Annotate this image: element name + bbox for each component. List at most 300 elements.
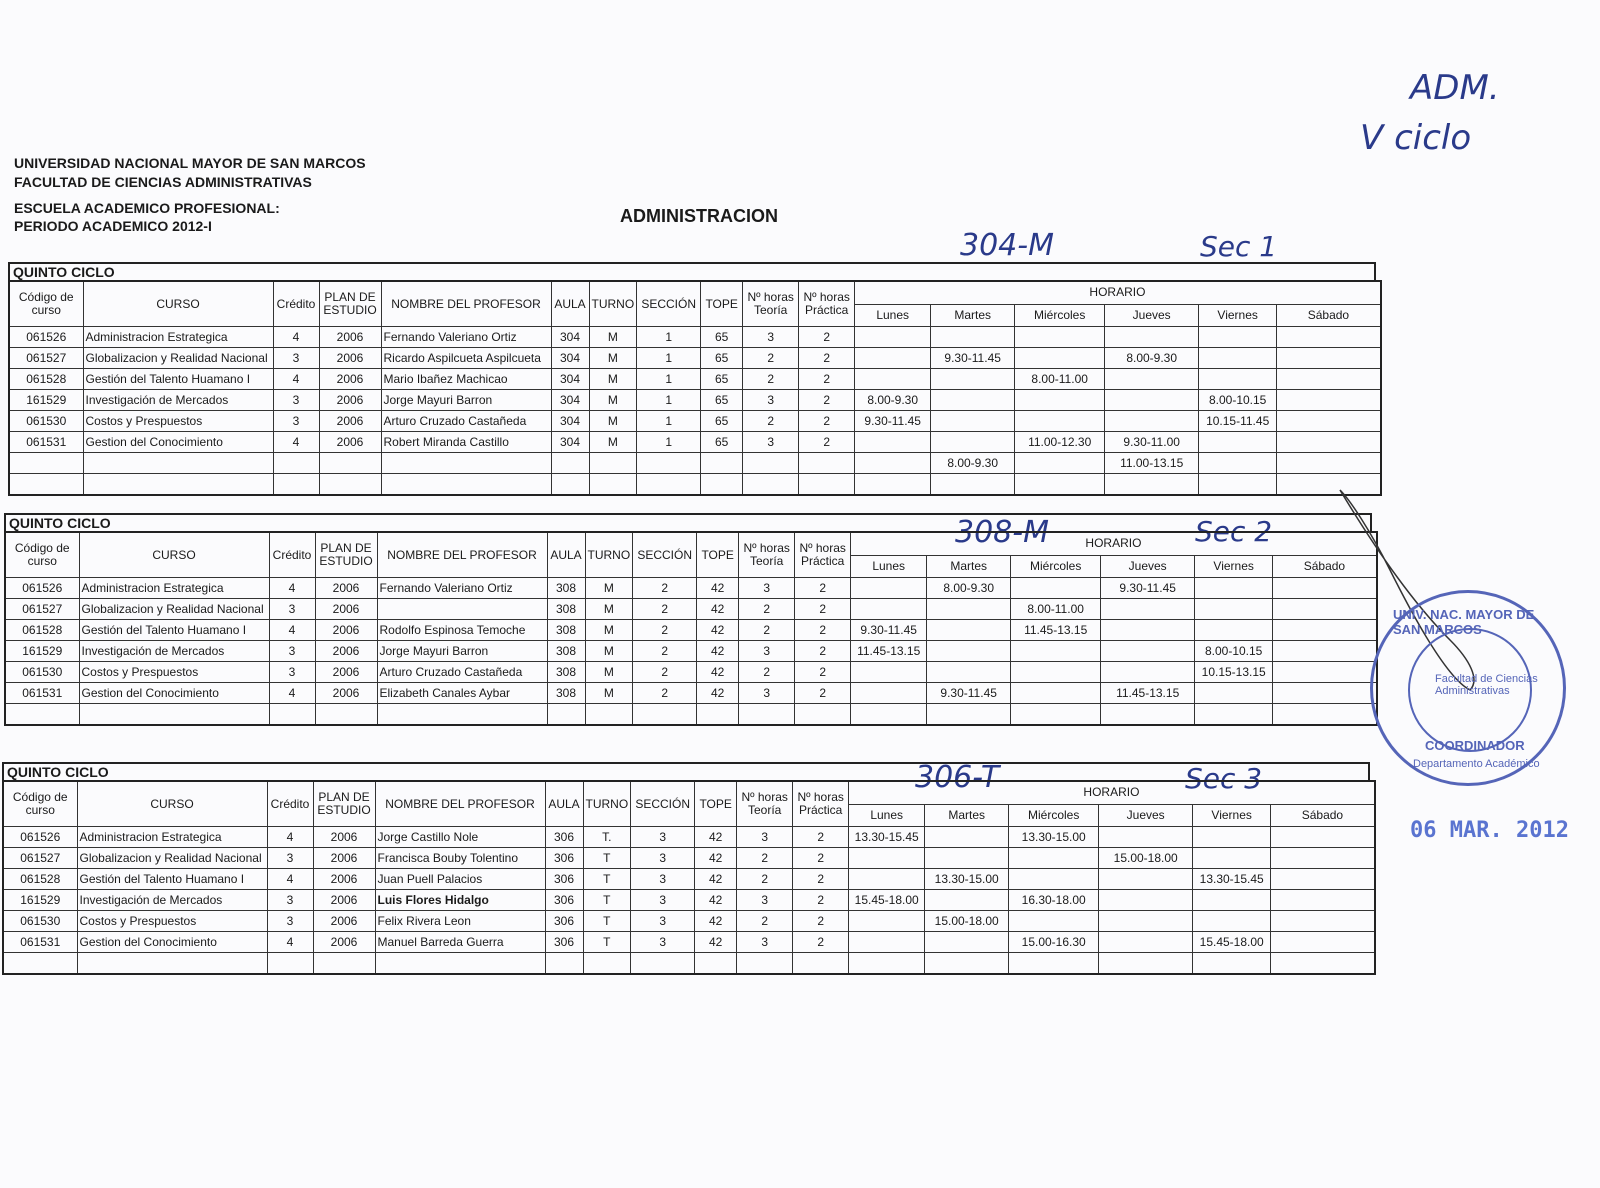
cell-course: Investigación de Mercados	[77, 890, 267, 911]
cell-practice-hours: 2	[799, 411, 855, 432]
cell-room: 304	[551, 369, 589, 390]
cell-theory-hours: 2	[739, 662, 795, 683]
column-header-section: SECCIÓN	[633, 532, 697, 578]
table-row	[3, 890, 1375, 911]
stamp-role: COORDINADOR	[1425, 738, 1525, 753]
cell-practice-hours: 2	[799, 327, 855, 348]
cell-theory-hours: 2	[743, 369, 799, 390]
cell-tuesday	[927, 662, 1011, 683]
cell-thursday	[1105, 474, 1199, 496]
column-header-shift: TURNO	[585, 532, 633, 578]
cell-theory-hours: 2	[737, 848, 793, 869]
cell-section: 1	[637, 432, 701, 453]
cell-section: 2	[633, 620, 697, 641]
faculty-name: FACULTAD DE CIENCIAS ADMINISTRATIVAS	[14, 174, 312, 190]
cell-credit: 4	[269, 578, 315, 599]
day-header-tuesday: Martes	[931, 304, 1015, 326]
cell-tuesday	[931, 390, 1015, 411]
cell-shift: M	[585, 662, 633, 683]
cell-friday	[1199, 432, 1277, 453]
cell-capacity: 65	[701, 369, 743, 390]
cell-thursday	[1099, 827, 1193, 848]
cell-shift	[583, 953, 631, 975]
cell-code: 061526	[5, 578, 79, 599]
cell-practice-hours: 2	[795, 662, 851, 683]
cell-professor: Jorge Mayuri Barron	[377, 641, 547, 662]
cell-friday	[1195, 620, 1273, 641]
cell-credit: 3	[267, 848, 313, 869]
column-header-plan: PLAN DE ESTUDIO	[319, 281, 381, 327]
cell-saturday	[1271, 890, 1375, 911]
cell-practice-hours: 2	[793, 869, 849, 890]
cell-monday	[849, 953, 925, 975]
cell-thursday	[1101, 620, 1195, 641]
cell-capacity: 42	[695, 890, 737, 911]
column-header-theory-hours: Nº horas Teoría	[739, 532, 795, 578]
day-header-thursday: Jueves	[1105, 304, 1199, 326]
cell-saturday	[1273, 704, 1377, 726]
cell-capacity: 65	[701, 390, 743, 411]
cell-thursday	[1105, 411, 1199, 432]
cell-monday	[849, 869, 925, 890]
cell-section: 2	[633, 683, 697, 704]
cell-section: 2	[633, 599, 697, 620]
cell-plan: 2006	[313, 932, 375, 953]
cell-friday	[1195, 704, 1273, 726]
table-row	[5, 683, 1377, 704]
column-header-course: CURSO	[83, 281, 273, 327]
cell-professor: Felix Rivera Leon	[375, 911, 545, 932]
cell-tuesday	[931, 327, 1015, 348]
cell-friday	[1193, 848, 1271, 869]
day-header-thursday: Jueves	[1101, 555, 1195, 577]
cell-thursday	[1101, 599, 1195, 620]
cell-code: 061531	[3, 932, 77, 953]
cell-saturday	[1277, 411, 1381, 432]
cell-practice-hours: 2	[793, 848, 849, 869]
cell-plan	[315, 704, 377, 726]
cell-plan: 2006	[315, 578, 377, 599]
cell-thursday	[1105, 369, 1199, 390]
column-header-capacity: TOPE	[697, 532, 739, 578]
cell-shift: M	[589, 411, 637, 432]
cell-shift: M	[589, 348, 637, 369]
cell-saturday	[1277, 348, 1381, 369]
cell-monday: 11.45-13.15	[851, 641, 927, 662]
cell-room: 306	[545, 827, 583, 848]
cell-shift: M	[585, 599, 633, 620]
cell-tuesday: 13.30-15.00	[925, 869, 1009, 890]
cell-saturday	[1271, 911, 1375, 932]
cell-room: 306	[545, 890, 583, 911]
cell-wednesday	[1009, 953, 1099, 975]
column-header-practice-hours: Nº horas Práctica	[793, 781, 849, 827]
cell-shift: M	[585, 578, 633, 599]
cell-practice-hours: 2	[793, 932, 849, 953]
cell-thursday	[1105, 327, 1199, 348]
cell-credit: 3	[273, 411, 319, 432]
cell-theory-hours: 3	[743, 390, 799, 411]
cell-code: 061528	[9, 369, 83, 390]
column-header-practice-hours: Nº horas Práctica	[795, 532, 851, 578]
cell-tuesday	[927, 620, 1011, 641]
cell-wednesday: 11.45-13.15	[1011, 620, 1101, 641]
cell-capacity	[697, 704, 739, 726]
column-header-shift: TURNO	[589, 281, 637, 327]
cell-monday	[849, 911, 925, 932]
cell-credit: 4	[267, 932, 313, 953]
cell-theory-hours: 3	[737, 827, 793, 848]
cell-monday	[851, 662, 927, 683]
table-row	[5, 578, 1377, 599]
cycle-title: QUINTO CICLO	[8, 262, 1376, 280]
cell-capacity: 42	[695, 869, 737, 890]
cell-plan: 2006	[319, 390, 381, 411]
cell-wednesday: 13.30-15.00	[1009, 827, 1099, 848]
cell-section: 3	[631, 869, 695, 890]
cell-saturday	[1277, 390, 1381, 411]
cell-plan: 2006	[319, 369, 381, 390]
cell-course: Administracion Estrategica	[83, 327, 273, 348]
cell-wednesday: 8.00-11.00	[1011, 599, 1101, 620]
cell-shift: M	[589, 327, 637, 348]
cell-course: Investigación de Mercados	[83, 390, 273, 411]
cell-friday	[1193, 911, 1271, 932]
cell-saturday	[1271, 953, 1375, 975]
handwritten-room-3: 306-T	[915, 760, 1000, 795]
cell-section	[637, 474, 701, 496]
cell-credit	[267, 953, 313, 975]
cell-credit	[273, 453, 319, 474]
cell-section: 1	[637, 348, 701, 369]
cell-room	[545, 953, 583, 975]
cell-plan: 2006	[315, 683, 377, 704]
cell-practice-hours: 2	[795, 641, 851, 662]
handwritten-adm: ADM.	[1410, 68, 1500, 108]
cell-thursday: 11.00-13.15	[1105, 453, 1199, 474]
cell-room: 306	[545, 911, 583, 932]
cell-course: Administracion Estrategica	[77, 827, 267, 848]
cell-saturday	[1277, 327, 1381, 348]
cell-capacity: 65	[701, 432, 743, 453]
cell-capacity: 42	[697, 641, 739, 662]
column-header-code: Código de curso	[9, 281, 83, 327]
handwritten-section-2: Sec 2	[1195, 515, 1273, 548]
cell-practice-hours: 2	[793, 890, 849, 911]
handwritten-section-3: Sec 3	[1185, 762, 1263, 795]
cell-course: Gestión del Talento Huamano I	[83, 369, 273, 390]
cell-friday: 13.30-15.45	[1193, 869, 1271, 890]
table-row	[9, 474, 1381, 496]
cell-theory-hours: 3	[743, 432, 799, 453]
table-row	[5, 641, 1377, 662]
cell-practice-hours: 2	[793, 827, 849, 848]
cell-theory-hours: 3	[737, 932, 793, 953]
cell-friday	[1199, 453, 1277, 474]
cell-code	[5, 704, 79, 726]
cell-course	[83, 453, 273, 474]
table-row	[3, 911, 1375, 932]
cell-practice-hours: 2	[799, 369, 855, 390]
cell-tuesday	[931, 369, 1015, 390]
cell-friday	[1199, 348, 1277, 369]
cell-capacity: 42	[695, 932, 737, 953]
column-header-credit: Crédito	[269, 532, 315, 578]
cell-credit: 3	[269, 662, 315, 683]
day-header-monday: Lunes	[851, 555, 927, 577]
cell-section: 1	[637, 390, 701, 411]
cell-thursday	[1101, 704, 1195, 726]
cell-tuesday: 9.30-11.45	[927, 683, 1011, 704]
cell-plan: 2006	[313, 848, 375, 869]
column-header-theory-hours: Nº horas Teoría	[743, 281, 799, 327]
cell-professor	[381, 474, 551, 496]
cell-room: 308	[547, 662, 585, 683]
cell-saturday	[1277, 453, 1381, 474]
cell-wednesday: 15.00-16.30	[1009, 932, 1099, 953]
cell-credit: 4	[273, 432, 319, 453]
cell-plan: 2006	[315, 662, 377, 683]
cell-shift: M	[585, 683, 633, 704]
table-row	[9, 390, 1381, 411]
cell-professor: Arturo Cruzado Castañeda	[381, 411, 551, 432]
cell-monday	[855, 432, 931, 453]
day-header-wednesday: Miércoles	[1011, 555, 1101, 577]
cell-credit	[269, 704, 315, 726]
cell-wednesday	[1009, 869, 1099, 890]
cell-course: Gestión del Talento Huamano I	[79, 620, 269, 641]
cell-shift: T	[583, 848, 631, 869]
cell-monday: 13.30-15.45	[849, 827, 925, 848]
cell-practice-hours: 2	[795, 578, 851, 599]
cell-section: 3	[631, 911, 695, 932]
cell-practice-hours: 2	[795, 683, 851, 704]
cell-friday	[1193, 890, 1271, 911]
cell-plan: 2006	[319, 327, 381, 348]
day-header-tuesday: Martes	[925, 804, 1009, 826]
table-row	[9, 348, 1381, 369]
cell-course: Administracion Estrategica	[79, 578, 269, 599]
cell-room: 308	[547, 620, 585, 641]
cell-wednesday	[1015, 474, 1105, 496]
cell-shift: M	[589, 369, 637, 390]
cell-friday	[1195, 578, 1273, 599]
cell-course	[83, 474, 273, 496]
cell-shift: T	[583, 932, 631, 953]
cell-course: Gestion del Conocimiento	[83, 432, 273, 453]
cell-thursday	[1101, 662, 1195, 683]
cell-room: 304	[551, 348, 589, 369]
cell-capacity: 42	[695, 848, 737, 869]
cell-code: 061527	[9, 348, 83, 369]
day-header-wednesday: Miércoles	[1015, 304, 1105, 326]
cell-shift	[589, 474, 637, 496]
cell-wednesday	[1015, 453, 1105, 474]
cell-room	[551, 474, 589, 496]
cell-professor: Elizabeth Canales Aybar	[377, 683, 547, 704]
cell-credit: 4	[267, 827, 313, 848]
cell-tuesday: 8.00-9.30	[927, 578, 1011, 599]
cell-theory-hours: 2	[739, 599, 795, 620]
cell-plan: 2006	[313, 827, 375, 848]
cell-room: 304	[551, 411, 589, 432]
cell-professor: Fernando Valeriano Ortiz	[377, 578, 547, 599]
school-label: ESCUELA ACADEMICO PROFESIONAL:	[14, 200, 280, 216]
cell-tuesday	[931, 432, 1015, 453]
cell-credit: 3	[273, 390, 319, 411]
cell-shift	[589, 453, 637, 474]
cell-shift: T	[583, 911, 631, 932]
cell-saturday	[1271, 932, 1375, 953]
cell-practice-hours	[799, 453, 855, 474]
cell-credit: 4	[269, 620, 315, 641]
cell-shift: M	[589, 390, 637, 411]
cell-section: 2	[633, 662, 697, 683]
cell-monday	[855, 348, 931, 369]
cell-capacity	[701, 453, 743, 474]
column-header-room: AULA	[545, 781, 583, 827]
cell-thursday	[1099, 890, 1193, 911]
cell-credit: 4	[269, 683, 315, 704]
cell-room: 304	[551, 327, 589, 348]
cell-professor: Manuel Barreda Guerra	[375, 932, 545, 953]
column-header-practice-hours: Nº horas Práctica	[799, 281, 855, 327]
cell-room: 308	[547, 683, 585, 704]
cell-wednesday	[1015, 390, 1105, 411]
cell-monday: 9.30-11.45	[855, 411, 931, 432]
cell-thursday: 8.00-9.30	[1105, 348, 1199, 369]
cell-tuesday: 9.30-11.45	[931, 348, 1015, 369]
cell-credit	[273, 474, 319, 496]
cell-professor	[375, 953, 545, 975]
table-row	[9, 369, 1381, 390]
cell-course: Gestion del Conocimiento	[77, 932, 267, 953]
cell-code: 061530	[3, 911, 77, 932]
cell-room	[547, 704, 585, 726]
table-row	[5, 599, 1377, 620]
cell-tuesday	[925, 890, 1009, 911]
cell-capacity: 65	[701, 327, 743, 348]
cell-monday	[851, 578, 927, 599]
cell-section	[633, 704, 697, 726]
cell-plan: 2006	[315, 620, 377, 641]
column-header-code: Código de curso	[5, 532, 79, 578]
cell-wednesday	[1011, 641, 1101, 662]
cell-friday: 10.15-11.45	[1199, 411, 1277, 432]
cell-thursday: 11.45-13.15	[1101, 683, 1195, 704]
cell-practice-hours: 2	[793, 911, 849, 932]
cell-capacity: 42	[697, 578, 739, 599]
cell-saturday	[1271, 827, 1375, 848]
handwritten-ciclo: V ciclo	[1360, 118, 1472, 158]
cell-practice-hours	[799, 474, 855, 496]
cell-theory-hours: 2	[743, 411, 799, 432]
cell-tuesday	[927, 599, 1011, 620]
cell-theory-hours: 3	[743, 327, 799, 348]
cell-thursday	[1099, 932, 1193, 953]
schedule-section-1	[8, 262, 1382, 496]
cell-saturday	[1277, 369, 1381, 390]
cell-capacity: 65	[701, 348, 743, 369]
schedule-table	[4, 531, 1378, 726]
column-header-section: SECCIÓN	[631, 781, 695, 827]
cell-plan: 2006	[319, 348, 381, 369]
column-header-room: AULA	[547, 532, 585, 578]
cell-theory-hours	[739, 704, 795, 726]
cell-code: 061527	[3, 848, 77, 869]
cell-code: 061527	[5, 599, 79, 620]
table-row	[9, 327, 1381, 348]
program-title: ADMINISTRACION	[620, 206, 778, 226]
cell-friday	[1199, 369, 1277, 390]
cell-capacity	[701, 474, 743, 496]
cell-practice-hours: 2	[795, 599, 851, 620]
stamp-university: UNIV. NAC. MAYOR DE SAN MARCOS	[1393, 607, 1535, 637]
cell-theory-hours: 3	[739, 683, 795, 704]
cell-plan: 2006	[313, 869, 375, 890]
cell-monday: 8.00-9.30	[855, 390, 931, 411]
cell-plan	[313, 953, 375, 975]
cell-shift: T	[583, 869, 631, 890]
stamp-department: Departamento Académico	[1413, 758, 1540, 770]
cell-theory-hours: 3	[737, 890, 793, 911]
cell-plan: 2006	[313, 911, 375, 932]
cell-friday	[1195, 683, 1273, 704]
cell-tuesday	[925, 953, 1009, 975]
cell-code: 161529	[5, 641, 79, 662]
column-header-theory-hours: Nº horas Teoría	[737, 781, 793, 827]
cell-professor: Robert Miranda Castillo	[381, 432, 551, 453]
university-name: UNIVERSIDAD NACIONAL MAYOR DE SAN MARCOS	[14, 155, 366, 171]
cell-practice-hours	[795, 704, 851, 726]
cell-professor: Jorge Mayuri Barron	[381, 390, 551, 411]
table-row	[5, 662, 1377, 683]
column-header-room: AULA	[551, 281, 589, 327]
cell-wednesday: 8.00-11.00	[1015, 369, 1105, 390]
cell-thursday	[1099, 911, 1193, 932]
cell-tuesday	[931, 411, 1015, 432]
cell-friday: 8.00-10.15	[1195, 641, 1273, 662]
table-row	[9, 411, 1381, 432]
cell-thursday: 9.30-11.45	[1101, 578, 1195, 599]
cell-section: 1	[637, 411, 701, 432]
cell-theory-hours: 3	[739, 641, 795, 662]
cell-wednesday	[1009, 848, 1099, 869]
cell-monday: 9.30-11.45	[851, 620, 927, 641]
cell-plan: 2006	[315, 641, 377, 662]
cell-plan: 2006	[319, 411, 381, 432]
cell-code: 061526	[3, 827, 77, 848]
cell-practice-hours: 2	[799, 390, 855, 411]
cell-course: Costos y Prespuestos	[79, 662, 269, 683]
day-header-wednesday: Miércoles	[1009, 804, 1099, 826]
cell-section: 3	[631, 848, 695, 869]
date-stamp: 06 MAR. 2012	[1410, 818, 1569, 843]
cell-room: 308	[547, 578, 585, 599]
handwritten-room-1: 304-M	[960, 228, 1054, 263]
cell-tuesday: 8.00-9.30	[931, 453, 1015, 474]
cell-theory-hours: 2	[739, 620, 795, 641]
column-header-section: SECCIÓN	[637, 281, 701, 327]
cell-code: 061530	[9, 411, 83, 432]
cell-plan: 2006	[313, 890, 375, 911]
cell-thursday: 15.00-18.00	[1099, 848, 1193, 869]
cell-wednesday	[1015, 348, 1105, 369]
day-header-tuesday: Martes	[927, 555, 1011, 577]
table-row	[9, 453, 1381, 474]
cell-code: 061531	[5, 683, 79, 704]
cell-capacity: 42	[697, 599, 739, 620]
